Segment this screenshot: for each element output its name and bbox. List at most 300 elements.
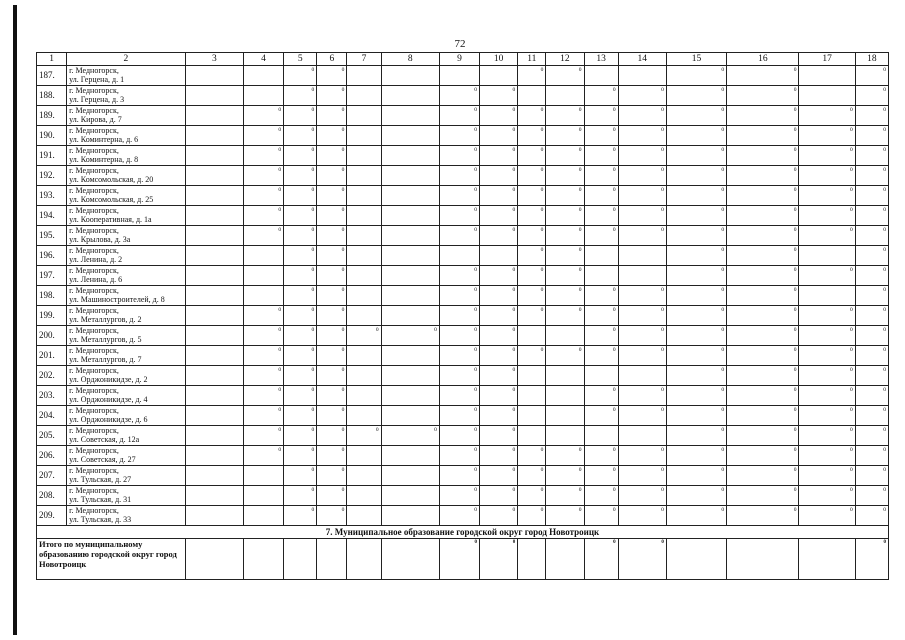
value-cell: 0 — [518, 126, 546, 146]
binding-edge-line — [13, 5, 17, 635]
address-city: г. Медногорск, — [69, 226, 119, 235]
value-cell — [185, 366, 243, 386]
address-street: ул. Орджоникидзе, д. 2 — [69, 375, 148, 384]
value-cell — [584, 426, 618, 446]
value-cell: 0 — [666, 366, 726, 386]
value-cell: 0 — [243, 346, 283, 366]
table-row — [37, 466, 889, 486]
value-cell — [243, 506, 283, 526]
row-number: 187. — [37, 66, 67, 86]
table-row — [37, 266, 889, 286]
value-cell: 0 — [727, 66, 799, 86]
value-cell: 0 — [546, 446, 584, 466]
value-cell — [381, 486, 439, 506]
value-cell — [243, 286, 283, 306]
value-cell: 0 — [799, 346, 855, 366]
value-cell: 0 — [584, 306, 618, 326]
row-number: 192. — [37, 166, 67, 186]
total-value-cell — [799, 539, 855, 580]
value-cell — [185, 306, 243, 326]
value-cell — [381, 286, 439, 306]
value-cell: 0 — [618, 346, 666, 366]
value-cell: 0 — [317, 246, 347, 266]
value-cell: 0 — [317, 206, 347, 226]
value-cell: 0 — [518, 346, 546, 366]
value-cell: 0 — [618, 226, 666, 246]
value-cell: 0 — [518, 206, 546, 226]
column-header-row — [37, 53, 889, 66]
address-cell — [67, 466, 186, 486]
total-value-cell — [347, 539, 381, 580]
value-cell: 0 — [381, 326, 439, 346]
value-cell — [185, 326, 243, 346]
value-cell: 0 — [618, 186, 666, 206]
value-cell: 0 — [799, 366, 855, 386]
value-cell: 0 — [439, 206, 479, 226]
value-cell: 0 — [727, 446, 799, 466]
value-cell: 0 — [618, 466, 666, 486]
value-cell: 0 — [584, 386, 618, 406]
value-cell: 0 — [618, 446, 666, 466]
value-cell — [185, 186, 243, 206]
value-cell — [381, 206, 439, 226]
value-cell: 0 — [727, 406, 799, 426]
address-street: ул. Комсомольская, д. 25 — [69, 195, 154, 204]
column-header-8: 8 — [381, 53, 439, 66]
value-cell: 0 — [666, 106, 726, 126]
address-city: г. Медногорск, — [69, 146, 119, 155]
address-cell — [67, 286, 186, 306]
address-street: ул. Коминтерна, д. 8 — [69, 155, 139, 164]
value-cell: 0 — [284, 206, 317, 226]
value-cell: 0 — [727, 206, 799, 226]
address-cell — [67, 446, 186, 466]
value-cell: 0 — [799, 186, 855, 206]
value-cell — [185, 86, 243, 106]
value-cell: 0 — [666, 166, 726, 186]
value-cell: 0 — [727, 246, 799, 266]
table-row — [37, 286, 889, 306]
value-cell: 0 — [439, 366, 479, 386]
value-cell: 0 — [439, 406, 479, 426]
value-cell: 0 — [546, 466, 584, 486]
value-cell: 0 — [855, 206, 888, 226]
value-cell: 0 — [347, 426, 381, 446]
value-cell — [381, 106, 439, 126]
value-cell: 0 — [439, 306, 479, 326]
value-cell — [243, 246, 283, 266]
address-street: ул. Герцена, д. 3 — [69, 95, 125, 104]
address-city: г. Медногорск, — [69, 506, 119, 515]
value-cell — [347, 166, 381, 186]
value-cell — [381, 346, 439, 366]
address-street: ул. Комсомольская, д. 20 — [69, 175, 154, 184]
value-cell: 0 — [518, 146, 546, 166]
value-cell — [185, 66, 243, 86]
address-street: ул. Машиностроителей, д. 8 — [69, 295, 165, 304]
value-cell: 0 — [727, 346, 799, 366]
address-cell — [67, 506, 186, 526]
value-cell — [381, 266, 439, 286]
value-cell: 0 — [317, 306, 347, 326]
value-cell: 0 — [666, 86, 726, 106]
value-cell: 0 — [317, 326, 347, 346]
value-cell: 0 — [284, 306, 317, 326]
value-cell: 0 — [666, 146, 726, 166]
value-cell: 0 — [727, 126, 799, 146]
value-cell: 0 — [480, 426, 518, 446]
value-cell — [243, 86, 283, 106]
value-cell — [381, 446, 439, 466]
value-cell: 0 — [799, 306, 855, 326]
value-cell: 0 — [317, 66, 347, 86]
value-cell: 0 — [618, 146, 666, 166]
value-cell: 0 — [546, 246, 584, 266]
value-cell: 0 — [666, 66, 726, 86]
value-cell: 0 — [727, 306, 799, 326]
value-cell: 0 — [584, 166, 618, 186]
address-cell — [67, 186, 186, 206]
address-city: г. Медногорск, — [69, 266, 119, 275]
value-cell: 0 — [439, 126, 479, 146]
value-cell: 0 — [799, 166, 855, 186]
address-city: г. Медногорск, — [69, 406, 119, 415]
total-row — [37, 539, 889, 580]
value-cell: 0 — [243, 186, 283, 206]
total-value-cell — [666, 539, 726, 580]
column-header-17: 17 — [799, 53, 855, 66]
value-cell: 0 — [439, 346, 479, 366]
column-header-7: 7 — [347, 53, 381, 66]
value-cell — [185, 466, 243, 486]
value-cell — [185, 166, 243, 186]
row-number: 189. — [37, 106, 67, 126]
value-cell: 0 — [855, 506, 888, 526]
value-cell: 0 — [799, 446, 855, 466]
value-cell: 0 — [284, 486, 317, 506]
value-cell: 0 — [855, 66, 888, 86]
value-cell: 0 — [727, 506, 799, 526]
value-cell: 0 — [284, 466, 317, 486]
value-cell — [185, 246, 243, 266]
value-cell: 0 — [480, 146, 518, 166]
value-cell — [480, 246, 518, 266]
address-cell — [67, 366, 186, 386]
value-cell: 0 — [799, 386, 855, 406]
address-city: г. Медногорск, — [69, 466, 119, 475]
value-cell: 0 — [618, 406, 666, 426]
value-cell — [381, 306, 439, 326]
value-cell — [518, 426, 546, 446]
value-cell: 0 — [666, 426, 726, 446]
address-street: ул. Металлургов, д. 5 — [69, 335, 142, 344]
value-cell: 0 — [618, 326, 666, 346]
value-cell — [185, 386, 243, 406]
value-cell: 0 — [480, 366, 518, 386]
value-cell: 0 — [243, 226, 283, 246]
value-cell: 0 — [584, 226, 618, 246]
column-header-13: 13 — [584, 53, 618, 66]
value-cell: 0 — [618, 306, 666, 326]
value-cell: 0 — [480, 506, 518, 526]
value-cell: 0 — [855, 146, 888, 166]
row-number: 209. — [37, 506, 67, 526]
value-cell: 0 — [666, 406, 726, 426]
value-cell: 0 — [584, 126, 618, 146]
address-city: г. Медногорск, — [69, 206, 119, 215]
value-cell: 0 — [666, 326, 726, 346]
value-cell: 0 — [439, 266, 479, 286]
address-cell — [67, 406, 186, 426]
value-cell: 0 — [243, 426, 283, 446]
address-street: ул. Кооперативная, д. 1а — [69, 215, 152, 224]
address-street: ул. Тульская, д. 27 — [69, 475, 132, 484]
value-cell — [381, 186, 439, 206]
value-cell: 0 — [727, 286, 799, 306]
address-city: г. Медногорск, — [69, 166, 119, 175]
value-cell — [584, 266, 618, 286]
address-city: г. Медногорск, — [69, 306, 119, 315]
value-cell: 0 — [518, 226, 546, 246]
value-cell: 0 — [317, 486, 347, 506]
value-cell — [347, 266, 381, 286]
total-value-cell: 0 — [439, 539, 479, 580]
value-cell: 0 — [439, 226, 479, 246]
value-cell: 0 — [855, 86, 888, 106]
address-cell — [67, 66, 186, 86]
column-header-12: 12 — [546, 53, 584, 66]
value-cell — [584, 246, 618, 266]
value-cell: 0 — [439, 86, 479, 106]
value-cell — [381, 366, 439, 386]
value-cell: 0 — [799, 506, 855, 526]
value-cell: 0 — [546, 506, 584, 526]
value-cell: 0 — [799, 486, 855, 506]
value-cell: 0 — [799, 146, 855, 166]
value-cell — [546, 86, 584, 106]
section-row — [37, 526, 889, 539]
value-cell — [546, 326, 584, 346]
value-cell: 0 — [618, 166, 666, 186]
value-cell: 0 — [518, 266, 546, 286]
address-cell — [67, 306, 186, 326]
value-cell: 0 — [243, 306, 283, 326]
address-city: г. Медногорск, — [69, 326, 119, 335]
value-cell: 0 — [284, 226, 317, 246]
value-cell: 0 — [546, 126, 584, 146]
value-cell — [347, 66, 381, 86]
address-city: г. Медногорск, — [69, 66, 119, 75]
row-number: 202. — [37, 366, 67, 386]
value-cell: 0 — [727, 366, 799, 386]
value-cell: 0 — [317, 226, 347, 246]
value-cell — [518, 86, 546, 106]
value-cell: 0 — [855, 446, 888, 466]
row-number: 191. — [37, 146, 67, 166]
value-cell: 0 — [855, 286, 888, 306]
value-cell: 0 — [381, 426, 439, 446]
value-cell: 0 — [727, 466, 799, 486]
value-cell — [347, 226, 381, 246]
address-city: г. Медногорск, — [69, 446, 119, 455]
value-cell — [381, 246, 439, 266]
table-row — [37, 246, 889, 266]
value-cell: 0 — [480, 106, 518, 126]
value-cell: 0 — [243, 406, 283, 426]
row-number: 200. — [37, 326, 67, 346]
value-cell — [546, 426, 584, 446]
value-cell: 0 — [546, 106, 584, 126]
value-cell: 0 — [480, 186, 518, 206]
table-row — [37, 206, 889, 226]
table-row — [37, 166, 889, 186]
value-cell: 0 — [439, 486, 479, 506]
value-cell — [347, 246, 381, 266]
value-cell: 0 — [584, 486, 618, 506]
value-cell: 0 — [317, 506, 347, 526]
total-label: Итого по муниципальному образованию городской округ город Новотроицк — [37, 539, 186, 580]
table-row — [37, 426, 889, 446]
value-cell: 0 — [480, 386, 518, 406]
value-cell: 0 — [546, 186, 584, 206]
value-cell — [799, 86, 855, 106]
value-cell: 0 — [618, 206, 666, 226]
address-street: ул. Металлургов, д. 2 — [69, 315, 142, 324]
table-row — [37, 346, 889, 366]
value-cell: 0 — [584, 466, 618, 486]
address-city: г. Медногорск, — [69, 346, 119, 355]
address-cell — [67, 86, 186, 106]
value-cell — [518, 406, 546, 426]
value-cell: 0 — [666, 506, 726, 526]
total-value-cell — [185, 539, 243, 580]
value-cell: 0 — [855, 266, 888, 286]
value-cell — [381, 506, 439, 526]
value-cell: 0 — [439, 186, 479, 206]
column-header-16: 16 — [727, 53, 799, 66]
value-cell — [518, 366, 546, 386]
value-cell: 0 — [317, 186, 347, 206]
value-cell: 0 — [317, 286, 347, 306]
value-cell — [185, 126, 243, 146]
value-cell: 0 — [439, 466, 479, 486]
value-cell: 0 — [480, 206, 518, 226]
address-city: г. Медногорск, — [69, 366, 119, 375]
address-cell — [67, 166, 186, 186]
value-cell: 0 — [284, 246, 317, 266]
value-cell: 0 — [518, 186, 546, 206]
address-cell — [67, 486, 186, 506]
value-cell: 0 — [439, 506, 479, 526]
value-cell: 0 — [584, 106, 618, 126]
value-cell — [381, 86, 439, 106]
address-cell — [67, 246, 186, 266]
value-cell: 0 — [855, 346, 888, 366]
address-city: г. Медногорск, — [69, 86, 119, 95]
total-value-cell: 0 — [855, 539, 888, 580]
value-cell: 0 — [518, 486, 546, 506]
value-cell — [185, 146, 243, 166]
value-cell — [381, 146, 439, 166]
row-number: 207. — [37, 466, 67, 486]
address-cell — [67, 326, 186, 346]
value-cell: 0 — [317, 146, 347, 166]
column-header-4: 4 — [243, 53, 283, 66]
value-cell: 0 — [480, 346, 518, 366]
value-cell: 0 — [243, 106, 283, 126]
value-cell — [347, 126, 381, 146]
value-cell: 0 — [317, 406, 347, 426]
value-cell: 0 — [439, 426, 479, 446]
value-cell — [546, 406, 584, 426]
value-cell — [347, 406, 381, 426]
value-cell: 0 — [480, 466, 518, 486]
value-cell: 0 — [727, 326, 799, 346]
value-cell: 0 — [317, 426, 347, 446]
value-cell: 0 — [855, 366, 888, 386]
column-header-5: 5 — [284, 53, 317, 66]
value-cell: 0 — [480, 306, 518, 326]
table-row — [37, 126, 889, 146]
value-cell — [546, 386, 584, 406]
value-cell: 0 — [855, 466, 888, 486]
column-header-1: 1 — [37, 53, 67, 66]
row-number: 204. — [37, 406, 67, 426]
value-cell: 0 — [284, 186, 317, 206]
value-cell: 0 — [518, 166, 546, 186]
value-cell: 0 — [855, 226, 888, 246]
address-city: г. Медногорск, — [69, 246, 119, 255]
value-cell: 0 — [439, 326, 479, 346]
value-cell: 0 — [518, 466, 546, 486]
value-cell: 0 — [727, 386, 799, 406]
value-cell — [185, 446, 243, 466]
value-cell: 0 — [799, 326, 855, 346]
value-cell: 0 — [480, 286, 518, 306]
address-street: ул. Тульская, д. 31 — [69, 495, 132, 504]
value-cell — [518, 326, 546, 346]
value-cell — [185, 426, 243, 446]
address-street: ул. Тульская, д. 33 — [69, 515, 132, 524]
value-cell — [799, 246, 855, 266]
value-cell: 0 — [618, 126, 666, 146]
value-cell: 0 — [439, 166, 479, 186]
value-cell: 0 — [480, 166, 518, 186]
table-row — [37, 66, 889, 86]
value-cell — [381, 166, 439, 186]
value-cell: 0 — [727, 426, 799, 446]
table-row — [37, 146, 889, 166]
address-street: ул. Герцена, д. 1 — [69, 75, 125, 84]
address-street: ул. Коминтерна, д. 6 — [69, 135, 139, 144]
value-cell: 0 — [727, 146, 799, 166]
value-cell: 0 — [439, 106, 479, 126]
row-number: 194. — [37, 206, 67, 226]
value-cell: 0 — [518, 446, 546, 466]
value-cell — [185, 106, 243, 126]
value-cell: 0 — [546, 146, 584, 166]
value-cell: 0 — [727, 166, 799, 186]
row-number: 195. — [37, 226, 67, 246]
address-city: г. Медногорск, — [69, 186, 119, 195]
value-cell: 0 — [243, 446, 283, 466]
value-cell: 0 — [317, 266, 347, 286]
value-cell — [185, 266, 243, 286]
row-number: 198. — [37, 286, 67, 306]
total-value-cell — [518, 539, 546, 580]
row-number: 205. — [37, 426, 67, 446]
address-cell — [67, 126, 186, 146]
